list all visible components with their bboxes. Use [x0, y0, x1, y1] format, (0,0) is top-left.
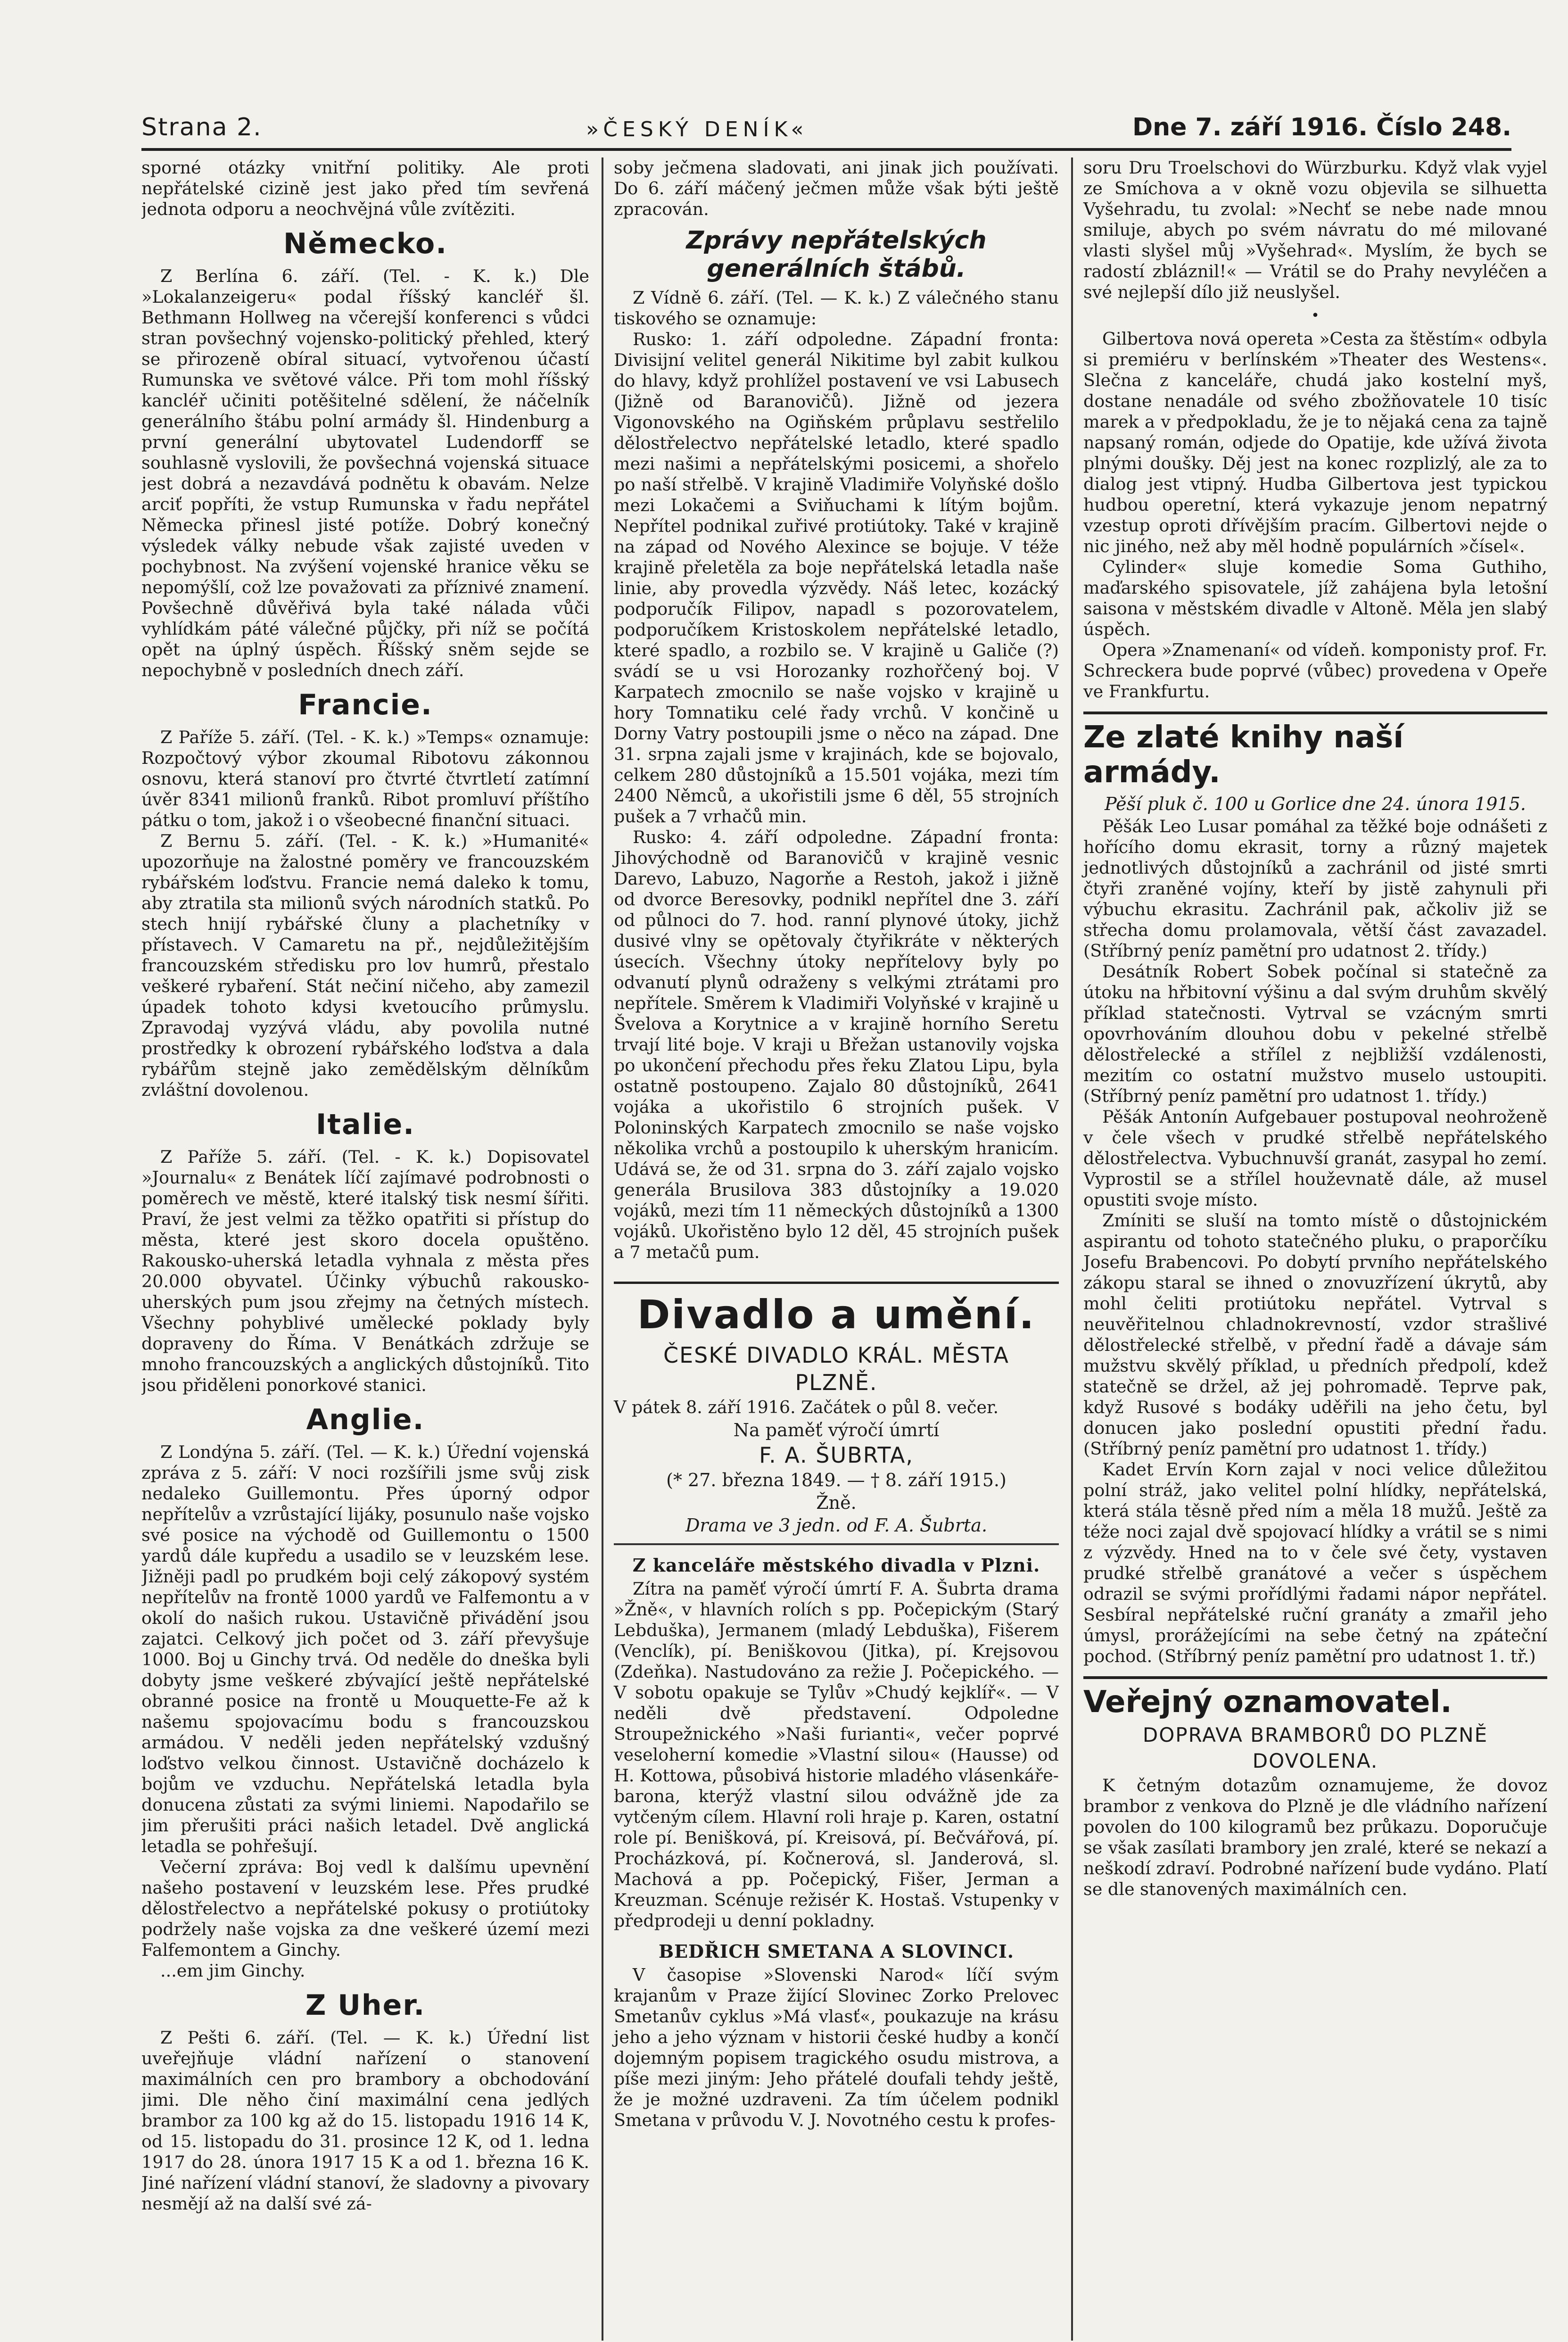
section-italie: Italie.: [315, 1108, 415, 1141]
anglie-paragraph: ...em jim Ginchy.: [160, 1961, 305, 1981]
program-dates: (* 27. března 1849. — † 8. září 1915.): [666, 1470, 1007, 1490]
divider: [614, 1543, 1059, 1545]
section-francie: Francie.: [298, 688, 433, 721]
italie-paragraph: Z Paříže 5. září. (Tel. - K. k.) Dopisovatel »Journalu« z Benátek líčí zajímavé podrobnosti o poměrech ve městě, které italský tisk nesmí šířiti. Praví, že jest velmi za těžko opatřiti si přístup do města, které jest skoro docela opuštěno. Rakousko-uherská letadla vyhnala z města přes 20.000 obyvatel. Účinky výbuchů rakousko-uherských pum jsou zřejmy na četných místech. Všechny pohyblivé umělecké poklady byly dopraveny do Říma. V Benátkách zdržuje se mnoho francouzských a anglických důstojníků. Tito jsou přiděleni ponorkové stanici.: [141, 1147, 589, 1395]
uhry-paragraph: Z Pešti 6. září. (Tel. — K. k.) Úřední list uveřejňuje vládní nařízení o stanovení maximálních cen pro brambory a obchodování jimi. Dle něho činí maximální cena jedlých brambor za 100 kg až do 15. listopadu 1916 14 K, od 15. listopadu do 31. prosince 12 K, od 1. ledna 1917 do 28. února 1917 15 K a od 1. března 16 K. Jiné nařízení vládní stanoví, že sladovny a pivovary nesmějí až na další své zá-: [141, 2028, 589, 2214]
zlata-kniha-sub: Pěší pluk č. 100 u Gorlice dne 24. února 1915.: [1105, 794, 1526, 814]
section-zlata-kniha: Ze zlaté knihy naší armády.: [1083, 712, 1547, 790]
masthead: [141, 108, 1511, 151]
anglie-paragraph: Z Londýna 5. září. (Tel. — K. k.) Úřední vojenská zpráva z 5. září: V noci rozšířili jsme svůj zisk nedaleko Guillemontu. Přes úporný odpor nepřítelův a vzrůstající lijáky, posunulo naše vojsko své posice na východě od Guillemontu o 1500 yardů dále kupředu a usadilo se v leuzském lese. Jižněji padl po prudkém boji celý zákopový systém nepřítelův na frontě 1000 yardů ve Falfemontu a v okolí do našich rukou. Ustavičně přivádění jsou zajatci. Celkový jich počet od 3. září převyšuje 1000. Boj u Ginchy trvá. Od neděle do dneška byli dobyty jsme veškeré zbývající ještě nepřátelské obranné posice na frontě u Mouquette-Fe až k našemu spojovacímu bodu s francouzskou armádou. V neděli jeden nepřátelský vzdušný loďstvo velkou činnost. Ustavičně docházelo k bojům ve vzduchu. Nepřátelská letadla byla donucena zůstati za svými liniemi. Napodařilo se jim přerušiti práci našich letadel. Dvě anglická letadla se pohřešují.: [141, 1442, 589, 1856]
kniha-paragraph: Pěšák Leo Lusar pomáhal za těžké boje odnášeti z hořícího domu ekrasit, torny a různý majetek jednotlivých důstojníků a zachránil od jisté smrti čtyři zraněné vojíny, kteří by jistě zahynuli při výbuchu ekrasitu. Zachránil pak, ačkoliv již se střecha domu prolamovala, větší část zavazadel. (Stříbrný peníz pamětní pro udatnost 2. třídy.): [1083, 816, 1547, 961]
kniha-paragraph: Desátník Robert Sobek počínal si statečně za útoku na hřbitovní výšinu a dal svým druhům skvělý příklad statečnosti. Vytrval se vzácným smrti opovrhováním dlouhou dobu v pekelné střelbě dělostřelecké a střílel z nejbližší vzdálenosti, mezitím co ostatní mužstvo muselo ustoupiti. (Stříbrný peníz pamětní pro udatnost 1. třídy.): [1083, 961, 1547, 1106]
page-number: Strana 2.: [141, 113, 262, 141]
zpravy-paragraph: Rusko: 1. září odpoledne. Západní fronta: Divisijní velitel generál Nikitime byl zabit kulkou do hlavy, když prohlížel postavení ve vsi Labusech (Jižně od Baranovičů). Jižně od jezera Vigonovského na Ogiňském průplavu sestřelilo dělostřelectvo nepřátelské letadlo, které spadlo mezi našimi a nepřátelskými posicemi, a shořelo po naší střelbě. V krajině Vladimiře Volyňské došlo mezi Lokačemi a Sviňuchami k lítým bojům. Nepřítel podnikal zuřivé protiútoky. Také v krajině na západ od Nového Alexince se bojuje. V téže krajině přeletěla za boje nepřátelská letadla naše linie, aby provedla výzvědy. Náš letec, kozácký podporučík Filipov, napadl s pozorovatelem, podporučíkem Kristoskolem nepřátelské letadlo, které spadlo, a rozbilo se. V krajině u Galiče (?) svádí se u vsi Horozanky rozhořčený boj. V Karpatech zmocnilo se naše vojsko v krajině u hory Tomnatiku celé řady vrchů. V končině u Dorny Vatry postoupili jsme o něco na západ. Dne 31. srpna zajali jsme v krajinách, kde se bojovalo, celkem 280 důstojníků a 15.501 vojáka, mezi tím 2400 Němců, a ukořistili jsme 6 děl, 55 strojních pušek a 7 vrhačů min.: [614, 329, 1059, 827]
section-oznamovatel: Veřejný oznamovatel.: [1083, 1676, 1547, 1720]
gilbert-paragraph: Opera »Znamenaní« od vídeň. komponisty prof. Fr. Schreckera bude poprvé (vůbec) provedena v Opeře ve Frankfurtu.: [1083, 640, 1547, 702]
kniha-paragraph: Kadet Ervín Korn zajal v noci velice důležitou polní stráž, jako velitel polní hlídky, nepřátelská, která stála těsně před ním a měla 18 mužů. Ještě za téže noci zajal dvě spojovací hlídky a vrátil se s nimi z výzvědy. Hned na to v čele své čety, vystaven prudké střelbě granátové a večer s úspěchem odrazil se svými prořídlými řadami nápor nepřátel. Sesbíral nepřátelské ruční granáty a zmařil jeho úmysl, prorážejícími na sebe četný na zpáteční pochod. (Stříbrný peníz pamětní pro udatnost 1. tř.): [1083, 1459, 1547, 1666]
kancelar-heading: Z kanceláře městského divadla v Plzni.: [632, 1555, 1040, 1576]
kniha-paragraph: Zmíniti se sluší na tomto místě o důstojnickém aspirantu od tohoto statečného pluku, o praporčíku Josefu Brabencovi. Po dobytí prvního nepřátelského zákopu staral se ihned o znovuzřízení úkrytů, aby mohl čeliti protiútoku nepřátel. Vytrval s neuvěřitelnou chladnokrevností, vzdor strašlivé dělostřelecké střelbě, v přední řadě a dávaje sám mužstvu skvělý příklad, u předních předpolí, kdež statečně se držel, až jej pohromadě. Teprve pak, když Rusové s bodáky uděřili na jeho četu, byl donucen jako poslední opustiti přední řadu. (Stříbrný peníz pamětní pro udatnost 1. třídy.): [1083, 1210, 1547, 1459]
oznam-sub: DOVOLENA.: [1252, 1749, 1378, 1772]
col1-intro: sporné otázky vnitřní politiky. Ale proti nepřátelské cizině jest jako před tím sevřená jednota odporu a neochvějná vůle zvítěziti.: [141, 157, 589, 219]
issue-date: Dne 7. září 1916. Číslo 248.: [1132, 113, 1511, 141]
program-date: V pátek 8. září 1916. Začátek o půl 8. večer.: [614, 1397, 999, 1417]
section-zpravy: Zprávy nepřátelských generálních štábů.: [686, 226, 987, 283]
section-uhry: Z Uher.: [305, 1989, 426, 2022]
program-play: Žně.: [816, 1492, 857, 1513]
theatre-city: PLZNĚ.: [795, 1370, 878, 1395]
col2-intro: soby ječmena sladovati, ani jinak jich používati. Do 6. září máčený ječmen může však býti ještě zpracován.: [614, 157, 1059, 219]
kniha-paragraph: Pěšák Antonín Aufgebauer postupoval neohroženě v čele všech v prudké střelbě nepřátelského dělostřelectva. Vybuchnuvší granát, zasypal ho zemí. Vyprostil se a střílel houževnatě dále, až musel opustiti svoje místo.: [1083, 1107, 1547, 1210]
separator-dot: •: [1311, 307, 1320, 324]
anglie-paragraph: Večerní zpráva: Boj vedl k dalšímu upevnění našeho postavení v leuzském lese. Přes prudké dělostřelectvo a nepřátelské pokusy o protiútoky podržely naše vojska za dne veškeré území mezi Falfemontem a Ginchy.: [141, 1857, 589, 1960]
column-1: [141, 157, 589, 2341]
gilbert-paragraph: Gilbertova nová opereta »Cesta za štěstím« odbyla si premiéru v berlínském »Theater des Westens«. Slečna z kanceláře, chudá jako kostelní myš, dostane nenadále od svého zbožňovatele 10 tisíc marek a v předpokladu, že je to nějaká cena za tajně napsaný román, odjede do Opatije, kde užívá života plnými doušky. Děj jest na konec rozplizlý, ale za to dialog jest vtipný. Hudba Gilbertova jest typickou hudbou operetní, která vykazuje jenom nepatrný vzestup oproti dřívějším pracím. Gilbertovi nejde o nic jiného, než aby měl hodně populárních »čísel«.: [1083, 329, 1547, 556]
col3-intro: soru Dru Troelschovi do Würzburku. Když vlak vyjel ze Smíchova a v okně vozu objevila se silhuetta Vyšehradu, tu zvolal: »Nechť se nebe nade mnou smiluje, abych po svém návratu do mé milované vlasti slyšel můj »Vyšehrad«. Myslím, že bych se radostí zbláznil!« — Vrátil se do Prahy nevyléčen a své nejlepší dílo již neuslyšel.: [1083, 157, 1547, 302]
section-nemecko: Německo.: [283, 227, 447, 260]
francie-paragraph: Z Bernu 5. září. (Tel. - K. k.) »Humanité« upozorňuje na žalostné poměry ve francouzském rybářském loďstvu. Francie nemá daleko k tomu, aby ztratila sta milionů svých národních statků. Po stech hnijí rybářské čluny a plachetníky v přístavech. V Camaretu na př., nejdůležitějším francouzském středisku pro lov humrů, přestalo veškeré rybaření. Stát nečiní ničeho, aby zamezil úpadek tohoto kdysi kvetoucího průmyslu. Zpravodaj vyzývá vládu, aby povolila nutné prostředky k obrození rybářského loďstva a dala rybářům stejně jako zemědělským dělníkům zvláštní dovolenou.: [141, 831, 589, 1100]
nemecko-paragraph: Z Berlína 6. září. (Tel. - K. k.) Dle »Lokalanzeigeru« podal říšský kancléř šl. Bethmann Hollweg na včerejší konferenci s vůdci stran povšechný vojensko-politický přehled, který se přirozeně obíral situací, vytvořenou účastí Rumunska ve světové válce. Při tom mohl říšský kancléř učiniti potěšitelné sdělení, že náčelník generálního štábu polní armády šl. Hindenburg a první generální ubytovatel Ludendorff se souhlasně vyslovili, že povšechná vojenská situace jest dobrá a nezavdává podnětu k obavám. Nelze arciť popříti, že vstup Rumunska v řadu nepřátel Německa přinesl jisté potíže. Dobrý konečný výsledek války nebude však zajisté uveden v pochybnost. Na zvýšení vojenské hranice věku se nepomýšlí, což lze považovati za příznivé znamení. Povšechně důvěřivá byla také nálada vůči vyhlídkám páté válečné půjčky, při níž se počítá opět na úplný úspěch. Říšský sněm sejde se nepochybně v posledních dnech září.: [141, 266, 589, 680]
kancelar-paragraph: Zítra na paměť výročí úmrtí F. A. Šubrta drama »Žně«, v hlavních rolích s pp. Počepickým (Starý Lebduška), Jermanem (mladý Lebduška), Fišerem (Venclík), pí. Beniškovou (Jitka), pí. Krejsovou (Zdeňka). Nastudováno za režie J. Počepického. — V sobotu opakuje se Tylův »Chudý kejklíř«. — V neděli dvě představení. Odpoledne Stroupežnického »Naši furianti«, večer poprvé veseloherní komedie »Vlastní silou« (Hausse) od H. Kottowa, působivá historie mladého vlásenkáře-barona, kterýž vlastní silou odvážně jde za vytčeným cílem. Hlavní roli hraje p. Karen, ostatní role pí. Benišková, pí. Kreisová, pí. Bečvářová, pí. Procházková, pí. Kočnerová, sl. Janderová, sl. Machová a pp. Počepický, Fišer, Jerman a Kreuzman. Scénuje režisér K. Hostaš. Vstupenky v předprodeji u denní pokladny.: [614, 1579, 1059, 1931]
newspaper-title: »ČESKÝ DENÍK«: [586, 117, 809, 141]
oznam-sub: DOPRAVA BRAMBORŮ DO PLZNĚ: [1142, 1723, 1488, 1746]
theatre-name: ČESKÉ DIVADLO KRÁL. MĚSTA: [663, 1342, 1009, 1368]
smetana-heading: BEDŘICH SMETANA A SLOVINCI.: [659, 1941, 1014, 1962]
zpravy-paragraph: Rusko: 4. září odpoledne. Západní fronta: Jihovýchodně od Baranovičů v krajině vesnic Darevo, Labuzo, Nagorňe a Restoh, jakož i jižně od dvorce Beresovky, podnikl nepřítel dne 3. září od půlnoci do 7. hod. ranní plynové útoky, jichž dusivé vlny se opětovaly čtyřikráte v některých úsecích. Všechny útoky nepřítelovy byly po odvanutí plynů odraženy s velkými ztrátami pro nepřítele. Směrem k Vladimiři Volyňské v krajině u Švelova a Korytnice a v krajině horního Seretu trvají lité boje. V kraji u Břežan ustanovily vojska po ukončení přechodu přes řeku Zlatou Lipu, byla ostatně postoupeno. Zajalo 80 důstojníků, 2641 vojáka a ukořistilo 6 strojních pušek. V Poloninských Karpatech zmocnilo se naše vojsko několika vrchů a postoupilo k uherským hranicím. Udává se, že od 31. srpna do 3. září zajalo vojsko generála Brusilova 383 důstojníky a 19.020 vojáků, mezi tím 11 německých důstojníků a 1300 vojáků. Ukořistěno bylo 12 děl, 45 strojních pušek a 7 metačů pum.: [614, 827, 1059, 1262]
column-3: [1071, 157, 1547, 2341]
program-desc: Drama ve 3 jedn. od F. A. Šubrta.: [685, 1515, 988, 1536]
gilbert-paragraph: Cylinder« sluje komedie Soma Guthiho, maďarského spisovatele, jíž zahájena byla letošní saisona v městském divadle v Altoně. Měla jen slabý úspěch.: [1083, 557, 1547, 639]
program-line: Na paměť výročí úmrtí: [733, 1420, 940, 1440]
section-divadlo: Divadlo a umění.: [614, 1282, 1059, 1338]
oznam-paragraph: K četným dotazům oznamujeme, že dovoz brambor z venkova do Plzně je dle vládního nařízení povolen do 100 kilogramů bez průkazu. Doporučuje se však zasílati brambory jen zralé, které se nekazí a neškodí zdraví. Podrobné nařízení bude vydáno. Platí se dle stanovených maximálních cen.: [1083, 1775, 1547, 1899]
columns: [141, 157, 1547, 2341]
section-anglie: Anglie.: [306, 1403, 425, 1436]
zpravy-paragraph: Z Vídně 6. září. (Tel. — K. k.) Z válečného stanu tiskového se oznamuje:: [614, 288, 1059, 329]
column-2: [602, 157, 1059, 2341]
francie-paragraph: Z Paříže 5. září. (Tel. - K. k.) »Temps« oznamuje: Rozpočtový výbor zkoumal Ribotovu zákonnou osnovu, která stanoví pro čtvrté čtvrtletí zatímní úvěr 8341 milionů franků. Ribot promluví příštího pátku o tom, jakož i o všeobecné finanční situaci.: [141, 727, 589, 830]
smetana-paragraph: V časopise »Slovenski Narod« líčí svým krajanům v Praze žijící Slovinec Zorko Prelovec Smetanův cyklus »Má vlasť«, poukazuje na krásu jeho a jeho význam v historii české hudby a končí dojemným popisem tragického osudu mistrova, a píše mezi jiným: Jeho přátelé doufali tehdy ještě, že je možné uzdraveni. Za tím účelem podnikl Smetana v průvodu V. J. Novotného cestu k profes-: [614, 1965, 1059, 2130]
program-name: F. A. ŠUBRTA,: [759, 1442, 914, 1468]
